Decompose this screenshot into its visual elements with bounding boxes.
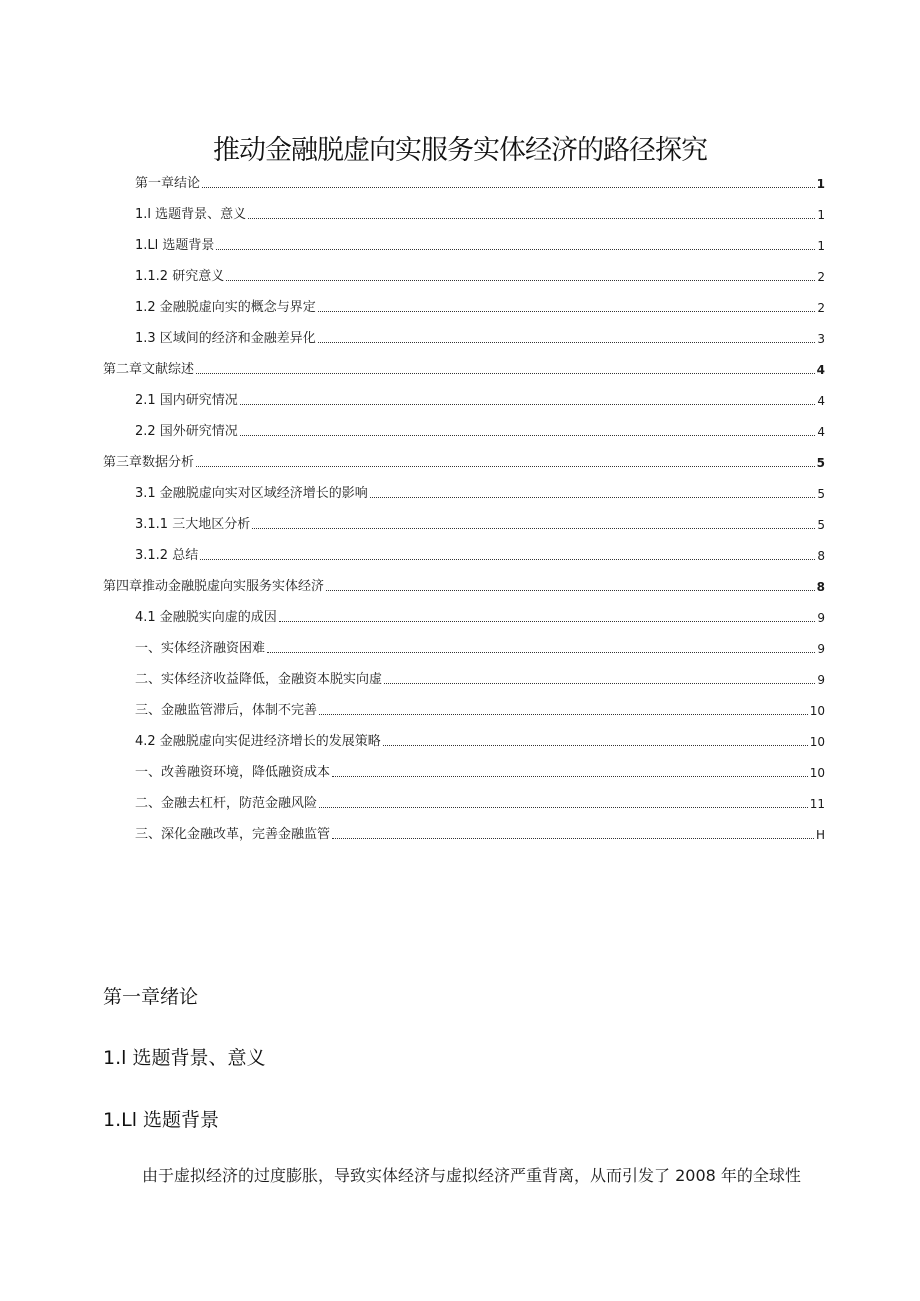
toc-entry-page: 4 [817, 425, 825, 439]
toc-entry[interactable] [103, 358, 825, 378]
toc-entry-page: 9 [817, 642, 825, 656]
toc-entry-label: 4.1 金融脱实向虚的成因 [135, 610, 277, 625]
toc-entry-page: 10 [809, 766, 825, 780]
body-paragraph: 由于虚拟经济的过度膨胀，导致实体经济与虚拟经济严重背离，从而引发了 2008 年的全球性 [142, 1166, 801, 1185]
toc-leader-dots [326, 590, 815, 591]
toc-entry-label: 一、改善融资环境，降低融资成本 [135, 765, 331, 780]
toc-entry-page: 2 [817, 301, 825, 315]
toc-leader-dots [279, 621, 816, 622]
toc-leader-dots [384, 683, 815, 684]
toc-entry-label: 4.2 金融脱虚向实促进经济增长的发展策略 [135, 734, 381, 749]
toc-leader-dots [196, 373, 815, 374]
toc-entry-label: 第二章文献综述 [103, 362, 195, 377]
toc-leader-dots [318, 311, 816, 312]
toc-entry[interactable] [135, 761, 825, 781]
toc-entry[interactable] [103, 451, 825, 471]
toc-leader-dots [332, 838, 814, 839]
toc-entry[interactable] [135, 389, 825, 409]
toc-entry[interactable] [135, 482, 825, 502]
toc-entry-label: 第四章推动金融脱虚向实服务实体经济 [103, 579, 325, 594]
toc-entry-page: 11 [809, 797, 825, 811]
toc-entry-label: 三、金融监管滞后，体制不完善 [135, 703, 318, 718]
toc-entry-page: 1 [817, 239, 825, 253]
toc-entry-page: 4 [817, 394, 825, 408]
toc-leader-dots [248, 218, 815, 219]
toc-entry-page: 3 [817, 332, 825, 346]
toc-entry[interactable] [135, 699, 825, 719]
toc-entry[interactable] [135, 544, 825, 564]
toc-leader-dots [200, 559, 815, 560]
toc-leader-dots [370, 497, 816, 498]
toc-leader-dots [332, 776, 808, 777]
toc-entry-label: 第一章结论 [135, 176, 201, 191]
toc-entry-page: 10 [809, 735, 825, 749]
toc-leader-dots [318, 342, 816, 343]
toc-entry-label: 1.1.2 研究意义 [135, 269, 225, 284]
toc-entry-page: 5 [817, 487, 825, 501]
toc-leader-dots [319, 714, 808, 715]
toc-entry-label: 二、金融去杠杆，防范金融风险 [135, 796, 318, 811]
toc-leader-dots [226, 280, 815, 281]
toc-entry-page: 5 [817, 518, 825, 532]
toc-entry-label: 3.1.2 总结 [135, 548, 199, 563]
toc-leader-dots [252, 528, 815, 529]
toc-entry[interactable] [135, 172, 825, 192]
toc-entry-page: 1 [817, 208, 825, 222]
section-heading: 1.l 选题背景、意义 [103, 1047, 266, 1069]
toc-entry-label: 1.Ll 选题背景 [135, 238, 215, 253]
toc-entry-label: 二、实体经济收益降低，金融资本脱实向虚 [135, 672, 383, 687]
toc-entry-page: 9 [817, 673, 825, 687]
toc-entry[interactable] [135, 327, 825, 347]
toc-entry-label: 三、深化金融改革，完善金融监管 [135, 827, 331, 842]
toc-entry[interactable] [103, 575, 825, 595]
toc-leader-dots [196, 466, 815, 467]
toc-entry[interactable] [135, 792, 825, 812]
toc-entry-label: 1.3 区域间的经济和金融差异化 [135, 331, 316, 346]
document-title: 推动金融脱虚向实服务实体经济的路径探究 [213, 135, 707, 166]
toc-entry-label: 2.2 国外研究情况 [135, 424, 238, 439]
toc-entry-label: 一、实体经济融资困难 [135, 641, 266, 656]
chapter-heading: 第一章绪论 [103, 986, 199, 1008]
toc-entry[interactable] [135, 234, 825, 254]
toc-entry-label: 1.l 选题背景、意义 [135, 207, 247, 222]
toc-entry-page: 9 [817, 611, 825, 625]
toc-entry-label: 第三章数据分析 [103, 455, 195, 470]
toc-entry-page: 4 [816, 363, 825, 377]
toc-leader-dots [267, 652, 815, 653]
toc-entry[interactable] [135, 420, 825, 440]
toc-entry[interactable] [135, 203, 825, 223]
toc-entry-label: 3.1.1 三大地区分析 [135, 517, 251, 532]
toc-entry[interactable] [135, 668, 825, 688]
toc-entry-page: 10 [809, 704, 825, 718]
toc-leader-dots [216, 249, 815, 250]
toc-entry[interactable] [135, 637, 825, 657]
toc-leader-dots [319, 807, 808, 808]
toc-entry[interactable] [135, 730, 825, 750]
toc-entry[interactable] [135, 823, 825, 843]
toc-entry[interactable] [135, 296, 825, 316]
toc-entry[interactable] [135, 265, 825, 285]
toc-leader-dots [240, 404, 816, 405]
toc-entry[interactable] [135, 606, 825, 626]
toc-entry-page: 8 [817, 549, 825, 563]
toc-entry-page: 8 [816, 580, 825, 594]
subsection-heading: 1.Ll 选题背景 [103, 1109, 220, 1131]
toc-entry-label: 3.1 金融脱虚向实对区域经济增长的影响 [135, 486, 368, 501]
toc-leader-dots [383, 745, 808, 746]
toc-entry-page: 2 [817, 270, 825, 284]
toc-entry[interactable] [135, 513, 825, 533]
toc-leader-dots [202, 187, 815, 188]
toc-entry-label: 2.1 国内研究情况 [135, 393, 238, 408]
toc-entry-page: 5 [816, 456, 825, 470]
toc-leader-dots [240, 435, 816, 436]
toc-entry-page: H [815, 828, 825, 842]
toc-entry-page: 1 [816, 177, 825, 191]
toc-entry-label: 1.2 金融脱虚向实的概念与界定 [135, 300, 316, 315]
